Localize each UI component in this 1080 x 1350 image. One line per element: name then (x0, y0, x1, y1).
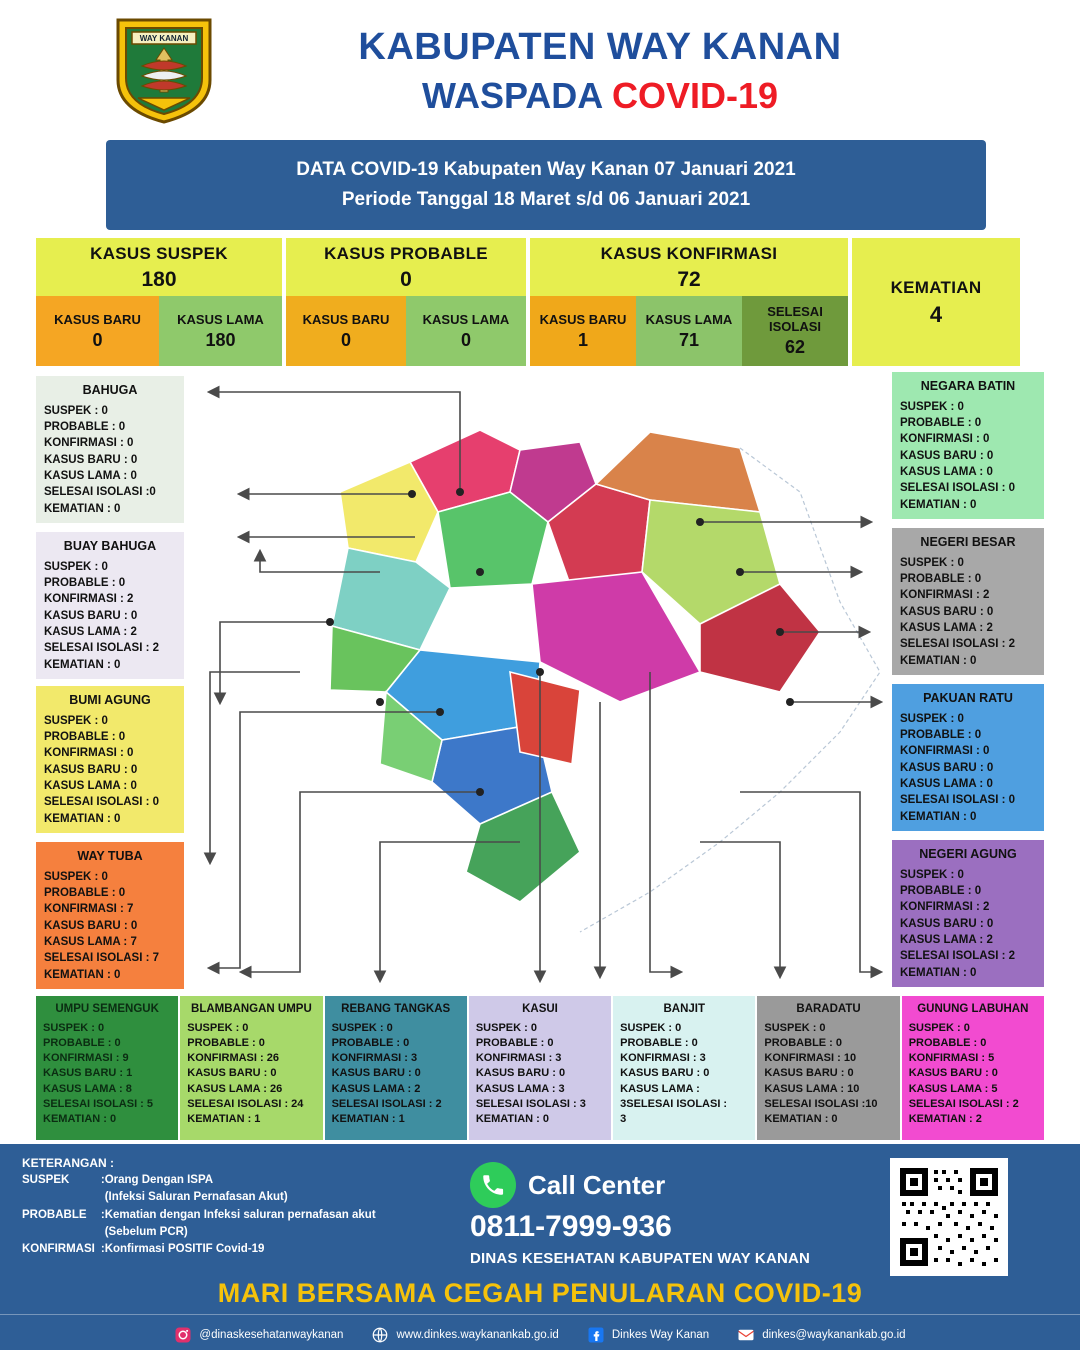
district-card-gunung-labuhan (902, 996, 1044, 1140)
district-stat-kematian: KEMATIAN : 0 (900, 966, 977, 979)
district-stat-suspek: SUSPEK : 0 (44, 714, 108, 727)
district-stat-kematian: KEMATIAN : 0 (900, 810, 977, 823)
call-center-block (470, 1162, 890, 1267)
district-stat-kasus-lama: KASUS LAMA : 0 (900, 466, 993, 479)
footer (0, 1144, 1080, 1350)
kpi-konfirmasi-baru-label: KASUS BARU (539, 311, 627, 327)
kpi-kematian (852, 238, 1020, 366)
district-stat-kasus-baru: KASUS BARU : 0 (44, 919, 138, 932)
district-stat-suspek: SUSPEK : 0 (900, 712, 964, 725)
district-stat-suspek: SUSPEK : 0 (43, 1021, 105, 1034)
kpi-konfirmasi-lama-value: 71 (678, 329, 700, 350)
kpi-kasus-probable (286, 238, 526, 366)
district-stat-probable: PROBABLE : 0 (764, 1037, 843, 1050)
kpi-suspek-lama-value: 180 (205, 329, 236, 350)
district-stat-probable: PROBABLE : 0 (43, 1037, 121, 1050)
district-stat-selesai-isolasi: SELESAI ISOLASI : 2 (331, 1097, 442, 1110)
district-stat-kasus-baru: KASUS BARU : 0 (331, 1067, 421, 1080)
regency-crest-logo (112, 14, 216, 126)
legend-title: KETERANGAN : (22, 1156, 114, 1170)
district-stat-konfirmasi: KONFIRMASI : 0 (900, 745, 990, 758)
district-stat-kasus-baru: KASUS BARU : 0 (475, 1067, 566, 1080)
district-stat-kasus-lama: KASUS LAMA : 8 (43, 1082, 132, 1095)
kpi-suspek-total: 180 (141, 268, 177, 291)
district-stat-selesai-isolasi: SELESAI ISOLASI :0 (44, 486, 156, 499)
kpi-suspek-label: KASUS SUSPEK (90, 244, 228, 263)
kpi-suspek-lama-label: KASUS LAMA (177, 311, 264, 327)
district-card-pakuan-ratu (892, 684, 1044, 831)
phone-icon (470, 1162, 516, 1208)
district-name: REBANG TANGKAS (341, 1003, 451, 1015)
district-card-bumi-agung (36, 686, 184, 833)
district-stat-probable: PROBABLE : 0 (44, 421, 126, 434)
district-stat-kasus-baru: KASUS BARU : 1 (43, 1067, 133, 1080)
district-stat-kematian: KEMATIAN : 0 (900, 498, 977, 511)
call-center-title: Call Center (528, 1169, 666, 1200)
kpi-kasus-suspek (36, 238, 282, 366)
district-stat-kasus-lama: KASUS LAMA : (620, 1082, 700, 1095)
district-stat-selesai-isolasi: SELESAI ISOLASI : 2 (900, 950, 1016, 963)
kpi-probable-baru-value: 0 (340, 329, 351, 350)
kpi-probable-baru-label: KASUS BARU (302, 311, 390, 327)
district-stat-suspek: SUSPEK : 0 (475, 1021, 537, 1034)
kpi-konfirmasi-lama (636, 296, 742, 366)
district-stat-konfirmasi: KONFIRMASI : 3 (475, 1052, 562, 1065)
district-stat-kasus-lama: KASUS LAMA : 3 (475, 1082, 565, 1095)
footer-divider (0, 1314, 1080, 1315)
district-stat-suspek: SUSPEK : 0 (900, 868, 964, 881)
district-stat-kasus-baru: KASUS BARU : 0 (900, 761, 994, 774)
district-stat-kematian: KEMATIAN : 0 (44, 968, 121, 981)
kpi-konfirmasi-selesai-label: SELESAI ISOLASI (767, 304, 823, 334)
legend-sep: : (100, 1243, 105, 1255)
district-card-way-tuba (36, 842, 184, 989)
kpi-strip (36, 238, 1044, 366)
district-stat-suspek: SUSPEK : 0 (187, 1021, 249, 1034)
district-name: BUMI AGUNG (69, 693, 151, 707)
district-stat-probable: PROBABLE : 0 (900, 417, 982, 430)
district-name: PAKUAN RATU (923, 691, 1013, 705)
slogan: MARI BERSAMA CEGAH PENULARAN COVID-19 (217, 1278, 863, 1308)
header (0, 0, 1080, 140)
district-stat-kasus-lama: KASUS LAMA : 0 (44, 470, 137, 483)
district-stat-kematian: KEMATIAN : 0 (43, 1112, 117, 1125)
district-name: BLAMBANGAN UMPU (191, 1003, 312, 1015)
district-name: KASUI (522, 1003, 558, 1015)
kpi-konfirmasi-baru-value: 1 (577, 329, 588, 350)
page-title (250, 26, 950, 117)
district-stat-kasus-baru: KASUS BARU : 0 (900, 449, 994, 462)
district-stat-konfirmasi: KONFIRMASI : 2 (44, 593, 134, 606)
district-card-buay-bahuga (36, 532, 184, 679)
district-stat-selesai-isolasi: SELESAI ISOLASI : 2 (900, 638, 1016, 651)
regency-district-map (180, 372, 900, 992)
social-links (0, 1320, 1080, 1350)
district-stat-kematian: KEMATIAN : 0 (44, 502, 121, 515)
district-stat-kasus-lama: KASUS LAMA : 2 (900, 934, 993, 947)
district-name: BANJIT (663, 1003, 706, 1015)
district-stat-kasus-baru: KASUS BARU : 0 (187, 1067, 277, 1080)
district-stat-selesai-isolasi: SELESAI ISOLASI : 2 (908, 1097, 1019, 1110)
social-instagram[interactable] (174, 1326, 343, 1344)
district-stat-selesai-isolasi: SELESAI ISOLASI :10 (764, 1097, 878, 1110)
district-stat-kasus-lama: KASUS LAMA : 2 (331, 1082, 421, 1095)
district-card-banjit (613, 996, 755, 1140)
district-stat-selesai-isolasi: SELESAI ISOLASI : 7 (44, 952, 160, 965)
banner-line-1: DATA COVID-19 Kabupaten Way Kanan 07 Januari 2021 (296, 158, 796, 180)
legend-value-probable: Kematian dengan Infeksi saluran pernafasan akut (104, 1208, 376, 1221)
call-center-number[interactable]: 0811-7999-936 (470, 1210, 672, 1243)
district-stat-kasus-lama: KASUS LAMA : 0 (900, 778, 993, 791)
district-card-negara-batin (892, 372, 1044, 519)
legend-block (22, 1154, 376, 1258)
district-stat-selesai-isolasi: SELESAI ISOLASI : 0 (900, 482, 1016, 495)
district-stat-probable: PROBABLE : 0 (331, 1037, 410, 1050)
district-stat-suspek: SUSPEK : 0 (44, 404, 108, 417)
district-stat-selesai-isolasi: SELESAI ISOLASI : 0 (900, 794, 1016, 807)
district-stat-probable: PROBABLE : 0 (475, 1037, 554, 1050)
district-stat-kematian: KEMATIAN : 2 (908, 1112, 982, 1125)
kpi-konfirmasi-lama-label: KASUS LAMA (645, 311, 733, 327)
district-stat-kasus-baru: KASUS BARU : 0 (44, 763, 138, 776)
gmail-icon (737, 1326, 755, 1344)
kpi-suspek-lama (159, 296, 282, 366)
kpi-kasus-konfirmasi (530, 238, 848, 366)
social-facebook[interactable] (587, 1326, 709, 1344)
district-stat-extra: 3 (620, 1112, 627, 1125)
kpi-kematian-total: 4 (929, 302, 943, 327)
instagram-icon (174, 1326, 192, 1344)
district-stat-kasus-lama: KASUS LAMA : 7 (44, 936, 137, 949)
district-name: BAHUGA (82, 383, 138, 397)
district-stat-kematian: KEMATIAN : 1 (331, 1112, 405, 1125)
district-name: WAY TUBA (77, 849, 143, 863)
district-cards-bottom-row (36, 996, 1044, 1140)
district-stat-selesai-isolasi: SELESAI ISOLASI : 3 (475, 1097, 586, 1110)
legend-key-probable: PROBABLE (22, 1208, 87, 1221)
district-card-negeri-agung (892, 840, 1044, 987)
district-stat-selesai-isolasi: SELESAI ISOLASI : 5 (43, 1097, 154, 1110)
legend-value-probable-2: (Sebelum PCR) (104, 1225, 188, 1238)
district-stat-konfirmasi: KONFIRMASI : 2 (900, 901, 990, 914)
social-email[interactable] (737, 1326, 905, 1344)
district-card-rebang-tangkas (325, 996, 467, 1140)
district-stat-kematian: KEMATIAN : 0 (475, 1112, 549, 1125)
district-stat-probable: PROBABLE : 0 (44, 577, 126, 590)
district-stat-kasus-baru: KASUS BARU : 0 (900, 605, 994, 618)
kpi-suspek-baru-value: 0 (92, 329, 103, 350)
district-name: UMPU SEMENGUK (55, 1003, 159, 1015)
legend-key-konfirmasi: KONFIRMASI (22, 1243, 95, 1255)
district-stat-konfirmasi: KONFIRMASI : 7 (44, 903, 134, 916)
legend-key-suspek: SUSPEK (22, 1174, 70, 1186)
kpi-probable-lama-label: KASUS LAMA (422, 311, 510, 327)
legend-value-suspek: Orang Dengan ISPA (104, 1174, 214, 1186)
title-line-1: KABUPATEN WAY KANAN (358, 26, 842, 68)
district-stat-konfirmasi: KONFIRMASI : 5 (908, 1052, 995, 1065)
title-covid19: COVID-19 (611, 75, 779, 116)
district-stat-konfirmasi: KONFIRMASI : 0 (44, 437, 134, 450)
district-stat-konfirmasi: KONFIRMASI : 0 (900, 433, 990, 446)
district-stat-probable: PROBABLE : 0 (620, 1037, 698, 1050)
kpi-probable-baru (286, 296, 406, 366)
district-stat-suspek: SUSPEK : 0 (331, 1021, 393, 1034)
district-stat-probable: PROBABLE : 0 (900, 729, 982, 742)
district-stat-suspek: SUSPEK : 0 (620, 1021, 682, 1034)
district-name: BUAY BAHUGA (63, 539, 157, 553)
district-stat-konfirmasi: KONFIRMASI : 10 (764, 1052, 857, 1065)
district-stat-suspek: SUSPEK : 0 (44, 870, 108, 883)
kpi-konfirmasi-label: KASUS KONFIRMASI (600, 244, 778, 263)
kpi-konfirmasi-total: 72 (677, 268, 701, 291)
kpi-konfirmasi-selesai (742, 296, 848, 366)
district-name: NEGARA BATIN (920, 379, 1016, 393)
district-stat-kasus-baru: KASUS BARU : 0 (620, 1067, 710, 1080)
svg-text:WAY KANAN: WAY KANAN (139, 34, 189, 43)
social-website-label: www.dinkes.waykanankab.go.id (396, 1329, 559, 1341)
district-stat-probable: PROBABLE : 0 (900, 885, 982, 898)
legend-value-suspek-2: (Infeksi Saluran Pernafasan Akut) (104, 1191, 288, 1204)
district-stat-kasus-lama: KASUS LAMA : 2 (900, 622, 993, 635)
social-facebook-label: Dinkes Way Kanan (611, 1329, 710, 1341)
district-stat-kasus-lama: KASUS LAMA : 5 (908, 1082, 998, 1095)
district-stat-suspek: SUSPEK : 0 (900, 556, 964, 569)
district-stat-probable: PROBABLE : 0 (900, 573, 982, 586)
legend-sep: : (100, 1174, 105, 1186)
district-stat-konfirmasi: KONFIRMASI : 2 (900, 589, 990, 602)
district-card-bahuga (36, 376, 184, 523)
kpi-suspek-baru-label: KASUS BARU (54, 311, 141, 327)
title-waspada: WASPADA (421, 75, 612, 116)
district-stat-konfirmasi: KONFIRMASI : 3 (620, 1052, 706, 1065)
title-line-2 (250, 75, 950, 117)
district-card-umpu-semenguk (36, 996, 178, 1140)
district-stat-kematian: KEMATIAN : 1 (187, 1112, 261, 1125)
kpi-konfirmasi-baru (530, 296, 636, 366)
district-card-negeri-besar (892, 528, 1044, 675)
district-name: BARADATU (796, 1003, 861, 1015)
social-website[interactable] (371, 1326, 558, 1344)
district-stat-kasus-baru: KASUS BARU : 0 (764, 1067, 854, 1080)
data-banner (106, 140, 986, 230)
district-stat-konfirmasi: KONFIRMASI : 26 (187, 1052, 279, 1065)
district-stat-kasus-lama: KASUS LAMA : 2 (44, 626, 137, 639)
kpi-probable-total: 0 (400, 268, 412, 291)
district-name: NEGERI BESAR (920, 535, 1016, 549)
district-stat-kasus-baru: KASUS BARU : 0 (44, 609, 138, 622)
district-card-baradatu (757, 996, 899, 1140)
district-name: GUNUNG LABUHAN (917, 1003, 1029, 1015)
district-stat-probable: PROBABLE : 0 (44, 731, 126, 744)
globe-icon (371, 1326, 389, 1344)
district-stat-suspek: SUSPEK : 0 (900, 400, 964, 413)
district-stat-selesai-isolasi: SELESAI ISOLASI : 0 (44, 796, 160, 809)
legend-sep: : (100, 1208, 105, 1221)
district-stat-suspek: SUSPEK : 0 (44, 560, 108, 573)
kpi-probable-lama-value: 0 (460, 329, 471, 350)
district-card-kasui (469, 996, 611, 1140)
district-stat-probable: PROBABLE : 0 (908, 1037, 987, 1050)
social-instagram-label: @dinaskesehatanwaykanan (199, 1329, 344, 1341)
district-stat-kasus-lama: KASUS LAMA : 26 (187, 1082, 283, 1095)
district-stat-kasus-baru: KASUS BARU : 0 (900, 917, 994, 930)
district-stat-probable: PROBABLE : 0 (187, 1037, 265, 1050)
district-stat-kematian: KEMATIAN : 0 (44, 812, 121, 825)
district-stat-selesai-isolasi: SELESAI ISOLASI : 24 (187, 1097, 304, 1110)
kpi-kematian-label: KEMATIAN (890, 278, 982, 297)
district-stat-selesai-isolasi: 3SELESAI ISOLASI : (620, 1097, 728, 1110)
district-stat-konfirmasi: KONFIRMASI : 9 (43, 1052, 129, 1065)
kpi-suspek-baru (36, 296, 159, 366)
district-stat-kasus-lama: KASUS LAMA : 0 (44, 780, 137, 793)
banner-line-2: Periode Tanggal 18 Maret s/d 06 Januari 2021 (341, 189, 751, 210)
legend-value-konfirmasi: Konfirmasi POSITIF Covid-19 (104, 1243, 265, 1255)
district-stat-kematian: KEMATIAN : 0 (44, 658, 121, 671)
district-stat-kematian: KEMATIAN : 0 (764, 1112, 838, 1125)
district-stat-suspek: SUSPEK : 0 (764, 1021, 826, 1034)
qr-code[interactable] (890, 1158, 1008, 1276)
kpi-probable-lama (406, 296, 526, 366)
kpi-konfirmasi-selesai-value: 62 (784, 337, 806, 357)
district-stat-kasus-lama: KASUS LAMA : 10 (764, 1082, 860, 1095)
district-stat-kematian: KEMATIAN : 0 (900, 654, 977, 667)
district-stat-kasus-baru: KASUS BARU : 0 (908, 1067, 998, 1080)
social-email-label: dinkes@waykanankab.go.id (762, 1329, 906, 1341)
district-stat-selesai-isolasi: SELESAI ISOLASI : 2 (44, 642, 160, 655)
kpi-probable-label: KASUS PROBABLE (324, 244, 488, 263)
district-stat-kasus-baru: KASUS BARU : 0 (44, 453, 138, 466)
district-stat-konfirmasi: KONFIRMASI : 3 (331, 1052, 418, 1065)
facebook-icon (587, 1326, 605, 1344)
district-stat-konfirmasi: KONFIRMASI : 0 (44, 747, 134, 760)
district-name: NEGERI AGUNG (919, 847, 1017, 861)
district-card-blambangan-umpu (180, 996, 322, 1140)
district-stat-suspek: SUSPEK : 0 (908, 1021, 970, 1034)
district-stat-probable: PROBABLE : 0 (44, 887, 126, 900)
call-center-subtitle: DINAS KESEHATAN KABUPATEN WAY KANAN (470, 1250, 811, 1267)
